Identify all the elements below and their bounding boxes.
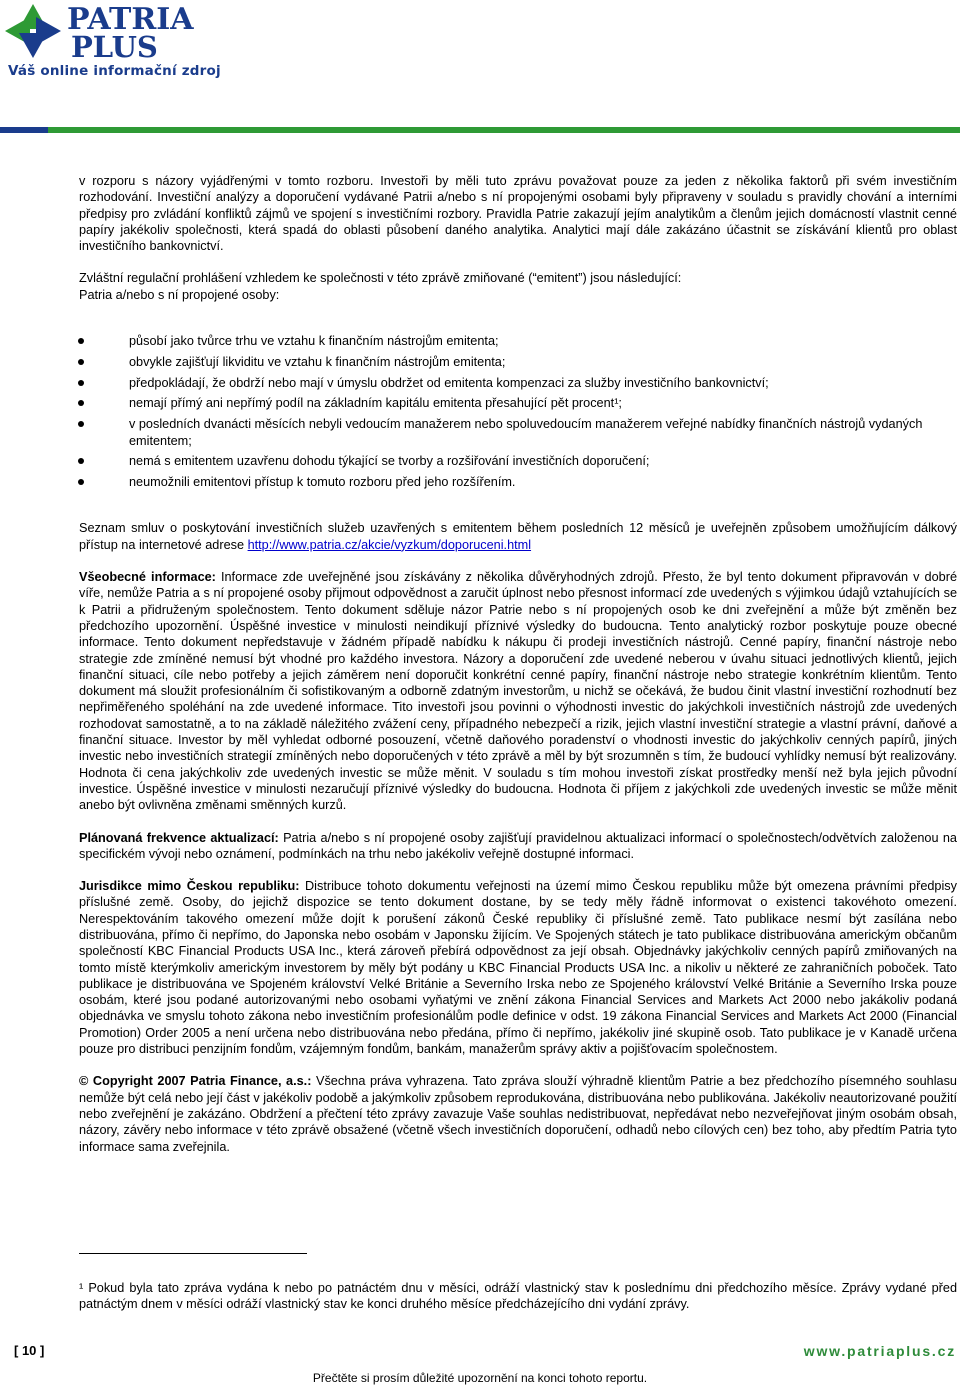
header-divider-blue	[0, 127, 48, 133]
bullet-icon	[78, 338, 84, 344]
bullet-icon	[78, 458, 84, 464]
list-item	[79, 453, 957, 469]
general-info-text: Informace zde uveřejněné jsou získávány z několika důvěryhodných zdrojů. Přesto, že byl tento dokument připravován v dobré víře, nemůže Patria a s ní propojené osoby přijmout odpovědnost a zaručit úplnost nebo přesnost informací zde uvedených s výjimkou údajů vztahujících se k Patrii a přidruženým společnostem. Tento dokument sděluje názor Patrie nebo s ní propojených osob ke dni zveřejnění a může být změněn bez předchozího upozornění. Úspěšné investice v minulosti neindikují příznivé výsledky do budoucna. Tento analytický rozbor poskytuje pouze obecné informace. Tento dokument nepředstavuje v žádném případě nabídku k nákupu či prodeji investičních nástrojů. Cenné papíry, finanční nástroje nebo strategie zde zmíněné nemusí být vhodné pro každého investora. Názory a doporučení zde uvedené neberou v úvahu situaci jednotlivých klientů, jejich finanční situaci, cíle nebo potřeby a jejich záměrem není doporučit konkrétní cenné papíry, finanční nástroje nebo strategie konkrétním klientům. Tento dokument má sloužit profesionálním či sofistikovaným a odborně zdatným investorům, u nichž se očekává, že budou činit vlastní investiční rozhodnutí bez nepřiměřeného spoléhání na zde uvedené informace. Tito investoři jsou povinni o výhodnosti investic do jakýchkoli investičních nástrojů zde uvedených rozhodovat samostatně, a to na základě náležitého zvážení ceny, případného nebezpečí a rizik, jejich vlastní investiční strategie a vlastní právní, daňové a finanční situace. Investor by měl vyhledat odborné posouzení, včetně daňového poradenství o vhodnosti investic do jakýchkoliv cenných papírů, jiných investic nebo investičních strategií zmíněných nebo doporučených v této zprávě a měl by být srozumněn s tím, že budoucí vyhlídky nemusí být realizovány. Hodnota či cena jakýchkoliv zde uvedených investic se může měnit. V souladu s tím mohou investoři získat prostředky menší než byla jejich původní investice. Úspěšné investice v minulosti nezaručují příznivé výsledky do budoucna. Hodnota či příjem z jakýchkoli zde uvedených investic se může měnit anebo být ovlivněna změnami směnných kurzů.	[79, 570, 958, 813]
paragraph-copyright	[79, 1073, 957, 1154]
regulatory-intro-line2: Patria a/nebo s ní propojené osoby:	[79, 287, 280, 302]
jurisdiction-text: Distribuce tohoto dokumentu veřejnosti na území mimo Českou republiku může být omezena právními předpisy příslušné země. Osoby, do jejichž dispozice se tento dokument dostane, by se tedy měly řádně informovat o existenci takovéhoto omezení. Nerespektováním takového omezení může dojít k porušení zákonů České republiky či příslušné země. Tato publikace nesmí být zasílána nebo distribuována, přímo či nepřímo, do Japonska nebo osobám v Japonsku žijícím. Ve Spojených státech je tato publikace distribuována americkým občanům společností KBC Financial Products USA Inc., která zároveň přebírá odpovědnost za její obsah. Objednávky jakýchkoliv cenných papírů zmiňovaných na tomto místě kterýmkoliv americkým investorem by měly být podány u KBC Financial Products USA Inc. a nikoliv u některé ze zahraničních poboček. Tato publikace je distribuována ve Spojeném království Velké Británie a Severního Irska nebo ze Spojeného království Velké Británie a Severního Irska pouze osobám, které jsou podané autorizovanými nebo osobami vyňatými ve znění zákona Financial Services and Markets Act 2000 nebo jakákoliv podaná objednávka ve smyslu tohoto zákona nebo investičním profesionálům podle definice v odst. 19 zákona Financial Services and Markets Act 2000 (Financial Promotion) Order 2005 a není určena nebo distribuována nebo předána, přímo či nepřímo, jakékoliv jiné skupině osob. Tato publikace je v Kanadě určena pouze pro distribuci penzijním fondům, vzájemným fondům, bankám, manažerům správy aktiv a pojišťovacím společnostem.	[79, 879, 957, 1057]
update-frequency-text: Patria a/nebo s ní propojené osoby zajišťují pravidelnou aktualizaci informací o společnostech/odvětvích založenou na specifickém vývoji nebo oznámení, podmínkách na trhu nebo jakékoliv veřejně dostupné informaci.	[79, 830, 957, 861]
paragraph-analyst-rules: v rozporu s názory vyjádřenými v tomto rozboru. Investoři by měli tuto zprávu považovat pouze za jeden z několika faktorů při svém investičním rozhodování. Investiční analýzy a doporučení vydávané Patrii a/nebo s ní propojenými osobami byly připraveny v souladu s pravidly chování a interními předpisy pro zvládání konfliktů zájmů ve spojení s investičními rozbory. Pravidla Patrie zakazují jejím analytikům a členům jejich domácností vlastnit cenné papíry jakékoliv společnosti, která spadá do oblasti působení daného analytika. Analytici mají dále zakázáno účastnit se získávání klientů pro oblast investičního bankovnictví.	[79, 174, 957, 254]
list-item	[79, 395, 957, 411]
document-body	[79, 173, 957, 1155]
logo-wordmark-plus: PLUS	[71, 30, 158, 64]
list-item-text: nemá s emitentem uzavřenu dohodu týkající se tvorby a rozšiřování investičních doporučení;	[129, 454, 650, 469]
list-item-text: obvykle zajišťují likviditu ve vztahu k finančním nástrojům emitenta;	[129, 354, 506, 369]
list-item-text: neumožnili emitentovi přístup k tomuto rozboru před jeho rozšířením.	[129, 475, 516, 490]
list-item	[79, 354, 957, 370]
paragraph-update-frequency	[79, 830, 957, 863]
bullet-icon	[78, 421, 84, 427]
logo-wordmark-patria: PATRIA	[67, 2, 194, 37]
recommendations-link[interactable]: http://www.patria.cz/akcie/vyzkum/doporuceni.html	[247, 537, 532, 552]
regulatory-intro-line1: Zvláštní regulační prohlášení vzhledem ke společnosti v této zprávě zmiňované (“emitent”) jsou následující:	[79, 271, 682, 286]
header-divider	[0, 127, 960, 133]
logo-mark	[3, 2, 213, 64]
disclosure-list	[79, 333, 957, 490]
website-url[interactable]: www.patriaplus.cz	[803, 1343, 956, 1359]
contracts-text: Seznam smluv o poskytování investičních služeb uzavřených s emitentem během posledních 12 měsíců je uveřejněn způsobem umožňujícím dálkový přístup na internetové adrese	[79, 521, 957, 552]
paragraph-general-info	[79, 569, 957, 813]
header-divider-green	[48, 127, 960, 133]
footnote-divider	[79, 1253, 307, 1254]
list-item	[79, 474, 957, 490]
list-item-text: nemají přímý ani nepřímý podíl na základním kapitálu emitenta přesahující pět procent¹;	[129, 396, 622, 411]
jurisdiction-heading: Jurisdikce mimo Českou republiku:	[79, 879, 300, 894]
footnote: ¹ Pokud byla tato zpráva vydána k nebo po patnáctém dnu v měsíci, odráží vlastnický stav k poslednímu dni předchozího měsíce. Zprávy vydané před patnáctým dnem v měsíci odráží vlastnický stav ke konci druhého měsíce předcházejícího dni vydání zprávy.	[79, 1281, 957, 1312]
copyright-heading: © Copyright 2007 Patria Finance, a.s.:	[79, 1074, 312, 1089]
list-item-text: předpokládají, že obdrží nebo mají v úmyslu obdržet od emitenta kompenzaci za služby investičního bankovnictví;	[129, 375, 769, 390]
paragraph-contracts-list	[79, 520, 957, 553]
paragraph-regulatory-intro	[79, 270, 957, 303]
paragraph-jurisdiction	[79, 878, 957, 1057]
list-item	[79, 333, 957, 349]
list-item	[79, 416, 957, 449]
update-frequency-heading: Plánovaná frekvence aktualizací:	[79, 830, 279, 845]
general-info-heading: Všeobecné informace:	[79, 570, 216, 585]
page-number: [ 10 ]	[14, 1343, 45, 1358]
bottom-notice: Přečtěte si prosím důležité upozornění na konci tohoto reportu.	[312, 1371, 648, 1385]
bullet-icon	[78, 479, 84, 485]
bullet-icon	[78, 359, 84, 365]
copyright-text: Všechna práva vyhrazena. Tato zpráva slouží výhradně klientům Patrie a bez předchozího písemného souhlasu nemůže být celá nebo její část v jakékoliv podobě a jakýmkoliv způsobem reprodukována, distribuována nebo publikována. Jakékoliv neautorizované použití nebo zveřejnění je zakázáno. Obdržení a přečtení této zprávy zavazuje Vaše souhlas nedistribuovat, nepředávat nebo nezveřejňovat jiným osobám obsah, názory, závěry nebo informace v této zprávě obsažené (včetně všech investičních doporučení, odhadů nebo cílových cen) bez toho, aby předtím Patria tyto informace sama zveřejnila.	[79, 1074, 957, 1154]
list-item-text: působí jako tvůrce trhu ve vztahu k finančním nástrojům emitenta;	[129, 334, 499, 349]
list-item	[79, 375, 957, 391]
list-item-text: v posledních dvanácti měsících nebyli vedoucím manažerem nebo spoluvedoucím manažerem veřejné nabídky finančních nástrojů vydaných emitentem;	[129, 417, 923, 448]
bullet-icon	[78, 400, 84, 406]
logo-tagline: Váš online informační zdroj	[8, 63, 221, 79]
bullet-icon	[78, 380, 84, 386]
